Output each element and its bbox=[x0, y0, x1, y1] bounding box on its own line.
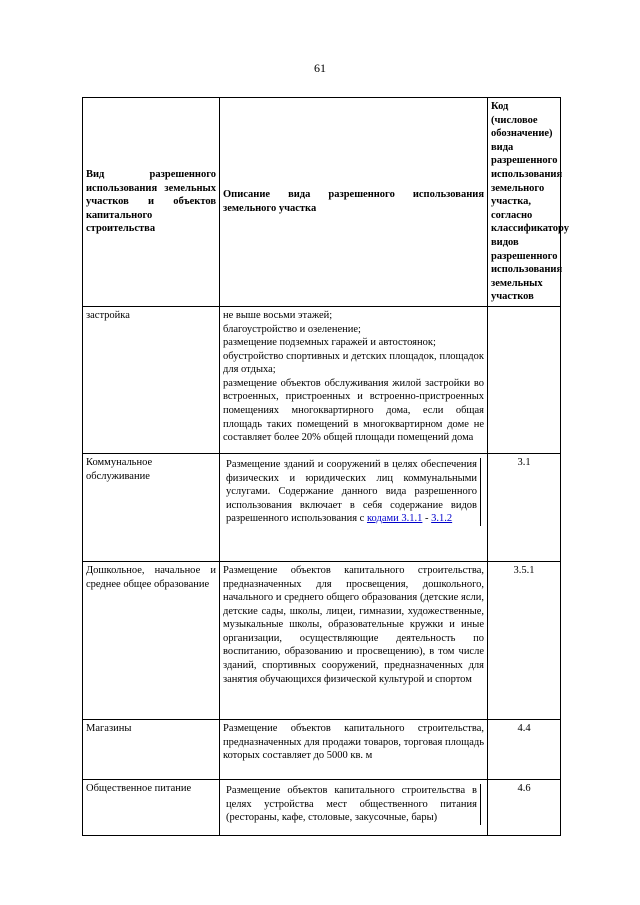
row-description bbox=[220, 306, 488, 453]
link-separator: - bbox=[422, 513, 432, 525]
row-code: 3.5.1 bbox=[488, 561, 561, 719]
table-row bbox=[83, 306, 561, 453]
description-line: не выше восьми этажей; bbox=[223, 309, 333, 321]
description-line: размещение подземных гаражей и автостоянок; bbox=[223, 337, 436, 349]
row-description: Размещение объектов капитального строительства, предназначенных для просвещения, дошкольного, начального и среднего общего образования (детские ясли, детские сады, школы, лицеи, гимназии, художественные, музыкальные школы, образовательные кружки и иные организации, осуществляющие деятельность по воспитанию, образованию и просвещению), в том числе зданий, спортивных сооружений, предназначенных для занятия обучающихся физической культурой и спортом bbox=[220, 561, 488, 719]
table-row bbox=[83, 453, 561, 561]
description-body: Размещение зданий и сооружений в целях обеспечения физических и юридических лиц коммунальными услугами. Содержание данного вида разрешенного использования включает в себя содержание видов разрешенного использования с bbox=[226, 458, 477, 525]
code-link-3-1-2[interactable]: 3.1.2 bbox=[431, 513, 453, 525]
row-description: Размещение объектов капитального строительства, предназначенных для продажи товаров, торговая площадь которых составляет до 5000 кв. м bbox=[220, 719, 488, 779]
row-description bbox=[220, 453, 488, 561]
description-line: благоустройство и озеленение; bbox=[223, 323, 361, 335]
row-name: Коммунальное обслуживание bbox=[83, 453, 220, 561]
row-name: Дошкольное, начальное и среднее общее образование bbox=[83, 561, 220, 719]
page-number: 61 bbox=[314, 61, 326, 75]
header-description: Описание вида разрешенного использования земельного участка bbox=[220, 98, 488, 307]
row-name: Общественное питание bbox=[83, 779, 220, 835]
row-name: застройка bbox=[83, 306, 220, 453]
row-description bbox=[220, 779, 488, 835]
row-code bbox=[488, 306, 561, 453]
table-row bbox=[83, 561, 561, 719]
code-link-3-1-1[interactable]: кодами 3.1.1 bbox=[366, 513, 423, 525]
row-code: 4.6 bbox=[488, 779, 561, 835]
header-type: Вид разрешенного использования земельных участков и объектов капитального строительства bbox=[83, 98, 220, 307]
header-code: Код (числовое обозначение) вида разрешенного использования земельного участка, согласно классификатору видов разрешенного использования земельных участков bbox=[488, 98, 561, 307]
description-line: обустройство спортивных и детских площадок, площадок для отдыха; bbox=[223, 350, 484, 376]
row-code: 4.4 bbox=[488, 719, 561, 779]
description-line: размещение объектов обслуживания жилой застройки во встроенных, пристроенных и встроенно-пристроенных помещениях многоквартирного дома, если общая площадь таких помещений в многоквартирном доме не составляет более 20% общей площади помещений дома bbox=[223, 377, 484, 444]
land-use-table bbox=[82, 97, 569, 836]
table-header-row bbox=[83, 98, 561, 307]
table-row bbox=[83, 779, 561, 835]
table-row bbox=[83, 719, 561, 779]
row-name: Магазины bbox=[83, 719, 220, 779]
description-text bbox=[226, 458, 481, 526]
description-text: Размещение объектов капитального строительства в целях устройства мест общественного питания (рестораны, кафе, столовые, закусочные, бары) bbox=[226, 784, 481, 825]
row-code: 3.1 bbox=[488, 453, 561, 561]
